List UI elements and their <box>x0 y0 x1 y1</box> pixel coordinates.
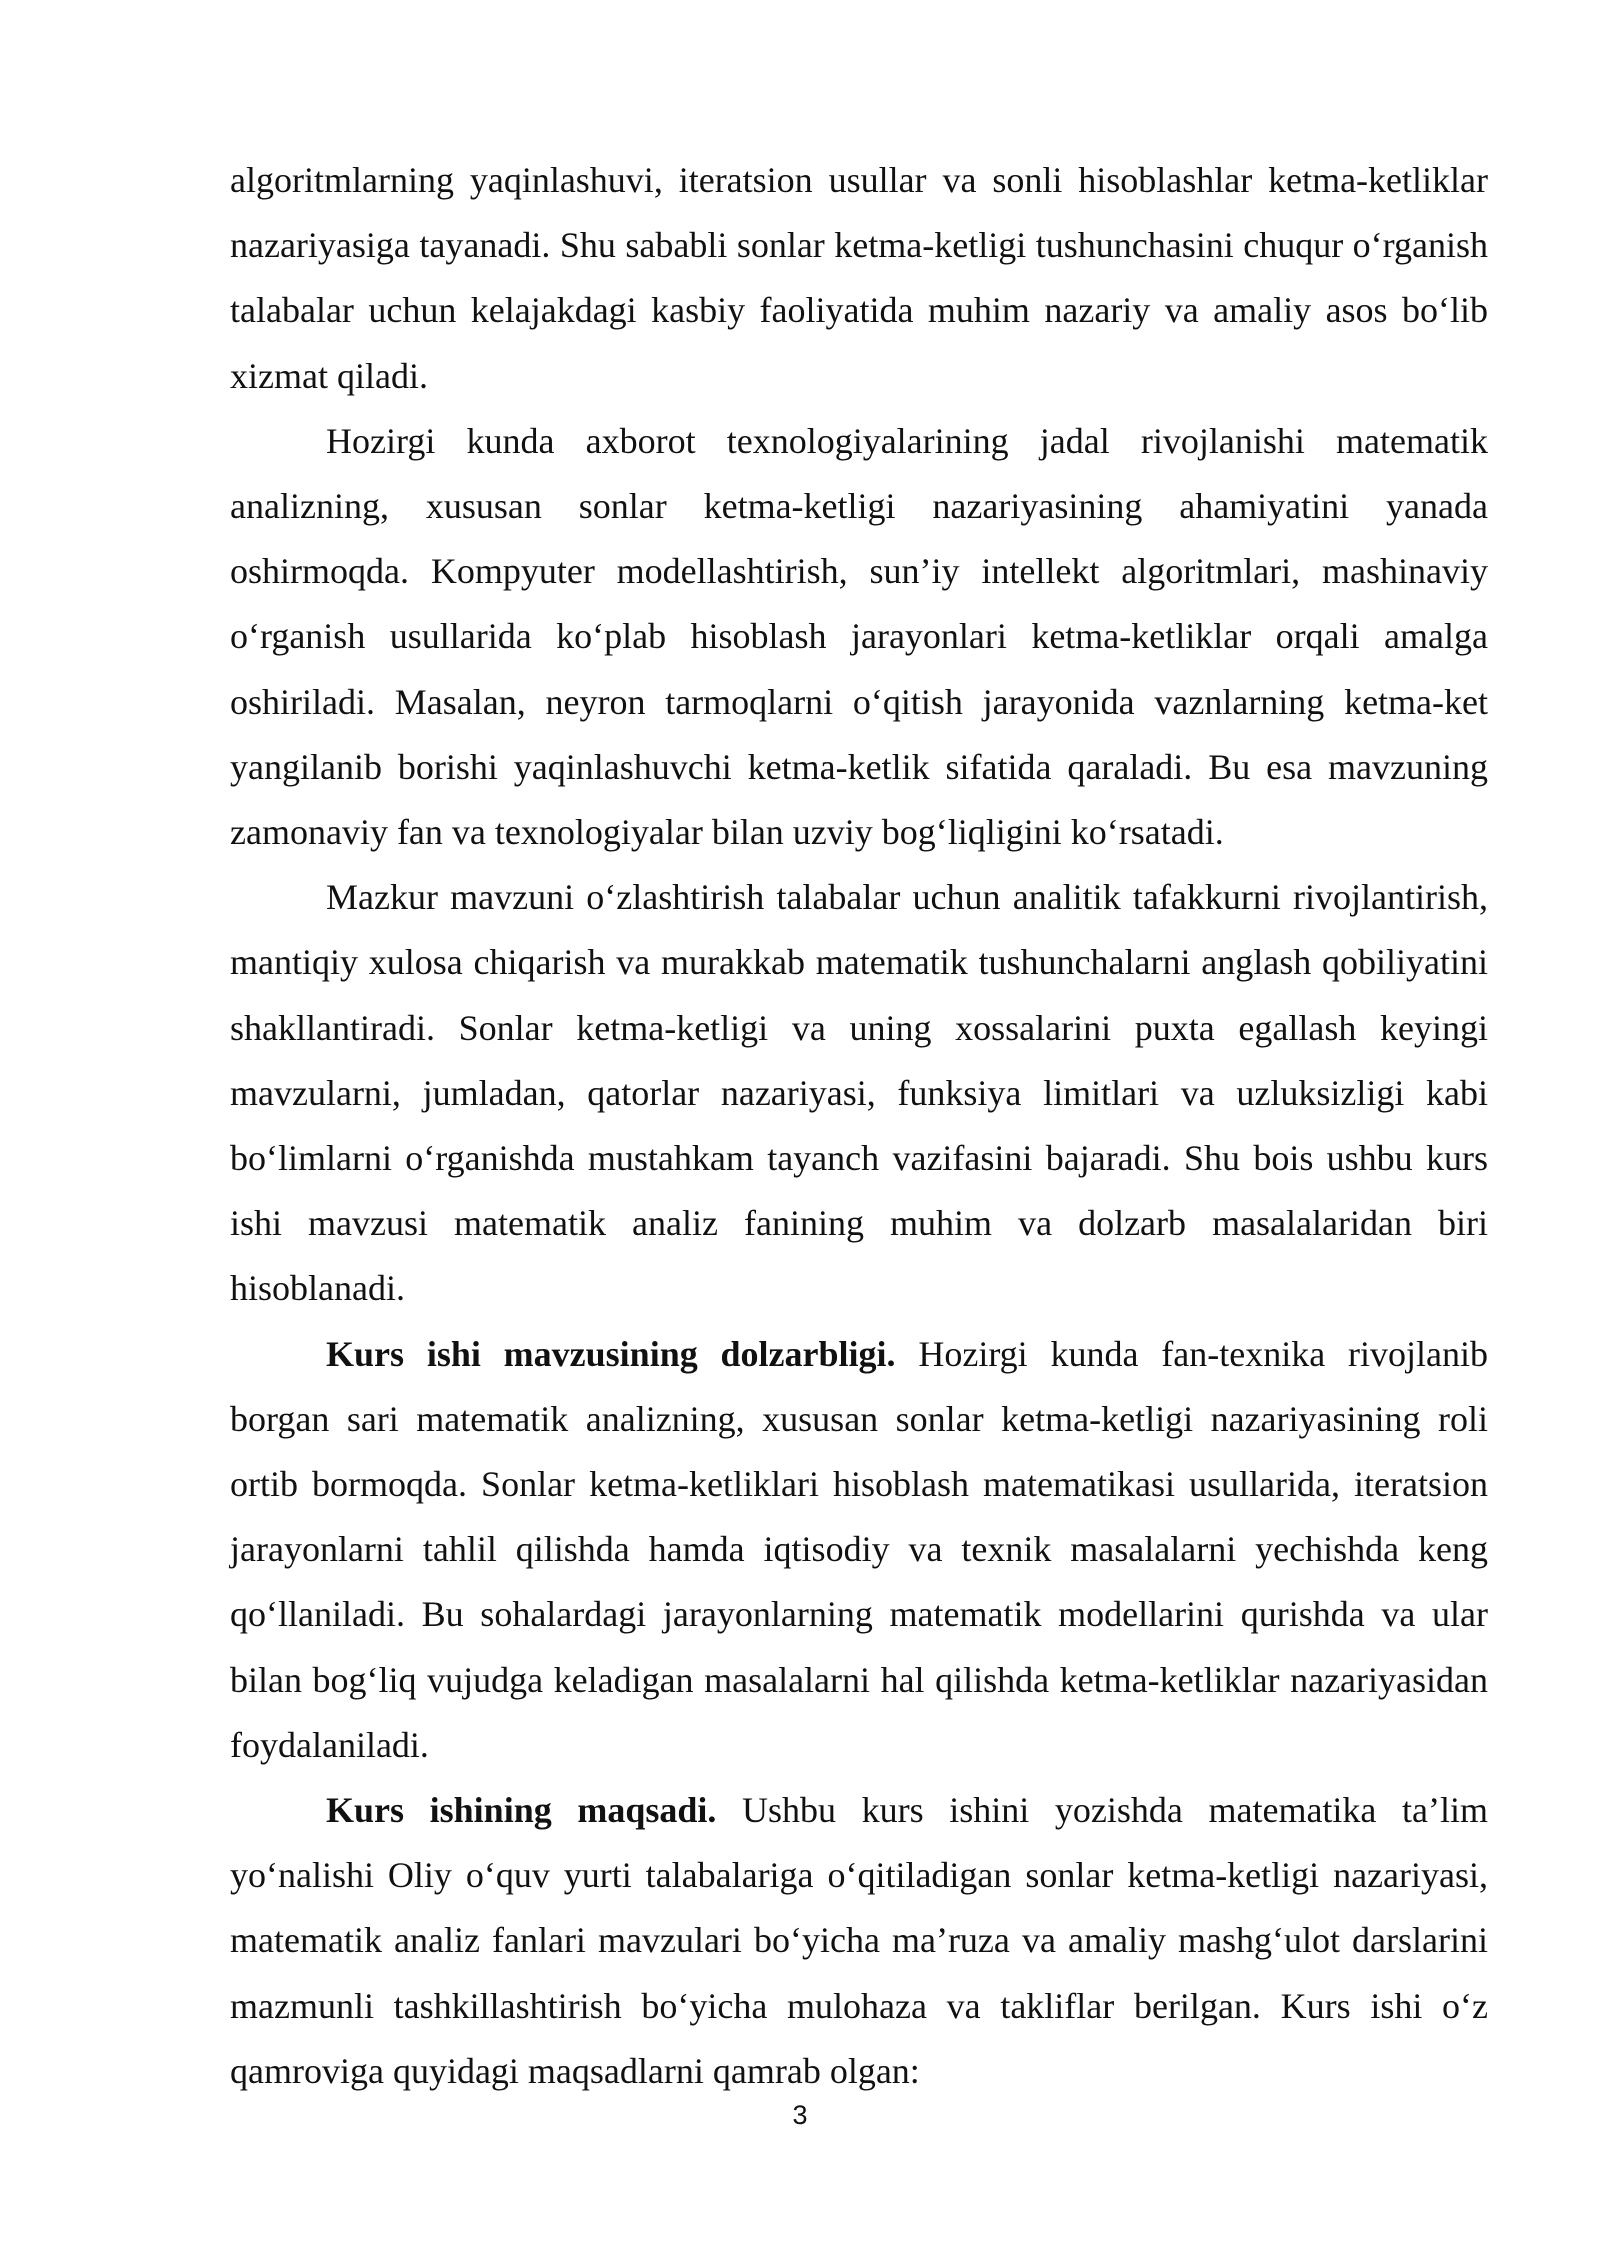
page-number: 3 <box>792 2100 808 2130</box>
paragraph-2 <box>230 409 1488 865</box>
paragraph-5-text: Ushbu kurs ishini yozishda matematika ta’lim yo‘nalishi Oliy o‘quv yurti talabalariga o‘qitiladigan sonlar ketma-ketligi nazariyasi, matematik analiz fanlari mavzulari bo‘yicha ma’ruza va amaliy mashg‘ulot darslarini mazmunli tashkillashtirish bo‘yicha mulohaza va takliflar berilgan. Kurs ishi o‘z qamroviga quyidagi maqsadlarni qamrab olgan: <box>230 1790 1489 2091</box>
paragraph-4 <box>230 1322 1488 1778</box>
paragraph-1-text: algoritmlarning yaqinlashuvi, iteratsion usullar va sonli hisoblashlar ketma-ketliklar nazariyasiga tayanadi. Shu sababli sonlar ketma-ketligi tushunchasini chuqur o‘rganish talabalar uchun kelajakdagi kasbiy faoliyatida muhim nazariy va amaliy asos bo‘lib xizmat qiladi. <box>230 160 1488 396</box>
relevance-heading: Kurs ishi mavzusining dolzarbligi. <box>326 1333 896 1374</box>
paragraph-4-text: Hozirgi kunda fan-texnika rivojlanib borgan sari matematik analizning, xususan sonlar ketma-ketligi nazariyasining roli ortib bormoqda. Sonlar ketma-ketliklari hisoblash matematikasi usullarida, iteratsion jarayonlarni tahlil qilishda hamda iqtisodiy va texnik masalalarni yechishda keng qo‘llaniladi. Bu sohalardagi jarayonlarning matematik modellarini qurishda va ular bilan bog‘liq vujudga keladigan masalalarni hal qilishda ketma-ketliklar nazariyasidan foydalaniladi. <box>230 1333 1488 1765</box>
goal-heading: Kurs ishining maqsadi. <box>326 1790 717 1831</box>
paragraph-3 <box>230 865 1488 1321</box>
paragraph-1 <box>230 148 1488 409</box>
body-text <box>230 148 1488 2104</box>
paragraph-3-text: Mazkur mavzuni o‘zlashtirish talabalar uchun analitik tafakkurni rivojlantirish, mantiqiy xulosa chiqarish va murakkab matematik tushunchalarni anglash qobiliyatini shakllantiradi. Sonlar ketma-ketligi va uning xossalarini puxta egallash keyingi mavzularni, jumladan, qatorlar nazariyasi, funksiya limitlari va uzluksizligi kabi bo‘limlarni o‘rganishda mustahkam tayanch vazifasini bajaradi. Shu bois ushbu kurs ishi mavzusi matematik analiz fanining muhim va dolzarb masalalaridan biri hisoblanadi. <box>230 877 1488 1309</box>
paragraph-5 <box>230 1778 1488 2104</box>
paragraph-2-text: Hozirgi kunda axborot texnologiyalarining jadal rivojlanishi matematik analizning, xususan sonlar ketma-ketligi nazariyasining ahamiyatini yanada oshirmoqda. Kompyuter modellashtirish, sun’iy intellekt algoritmlari, mashinaviy o‘rganish usullarida ko‘plab hisoblash jarayonlari ketma-ketliklar orqali amalga oshiriladi. Masalan, neyron tarmoqlarni o‘qitish jarayonida vaznlarning ketma-ket yangilanib borishi yaqinlashuvchi ketma-ketlik sifatida qaraladi. Bu esa mavzuning zamonaviy fan va texnologiyalar bilan uzviy bog‘liqligini ko‘rsatadi. <box>230 420 1488 853</box>
